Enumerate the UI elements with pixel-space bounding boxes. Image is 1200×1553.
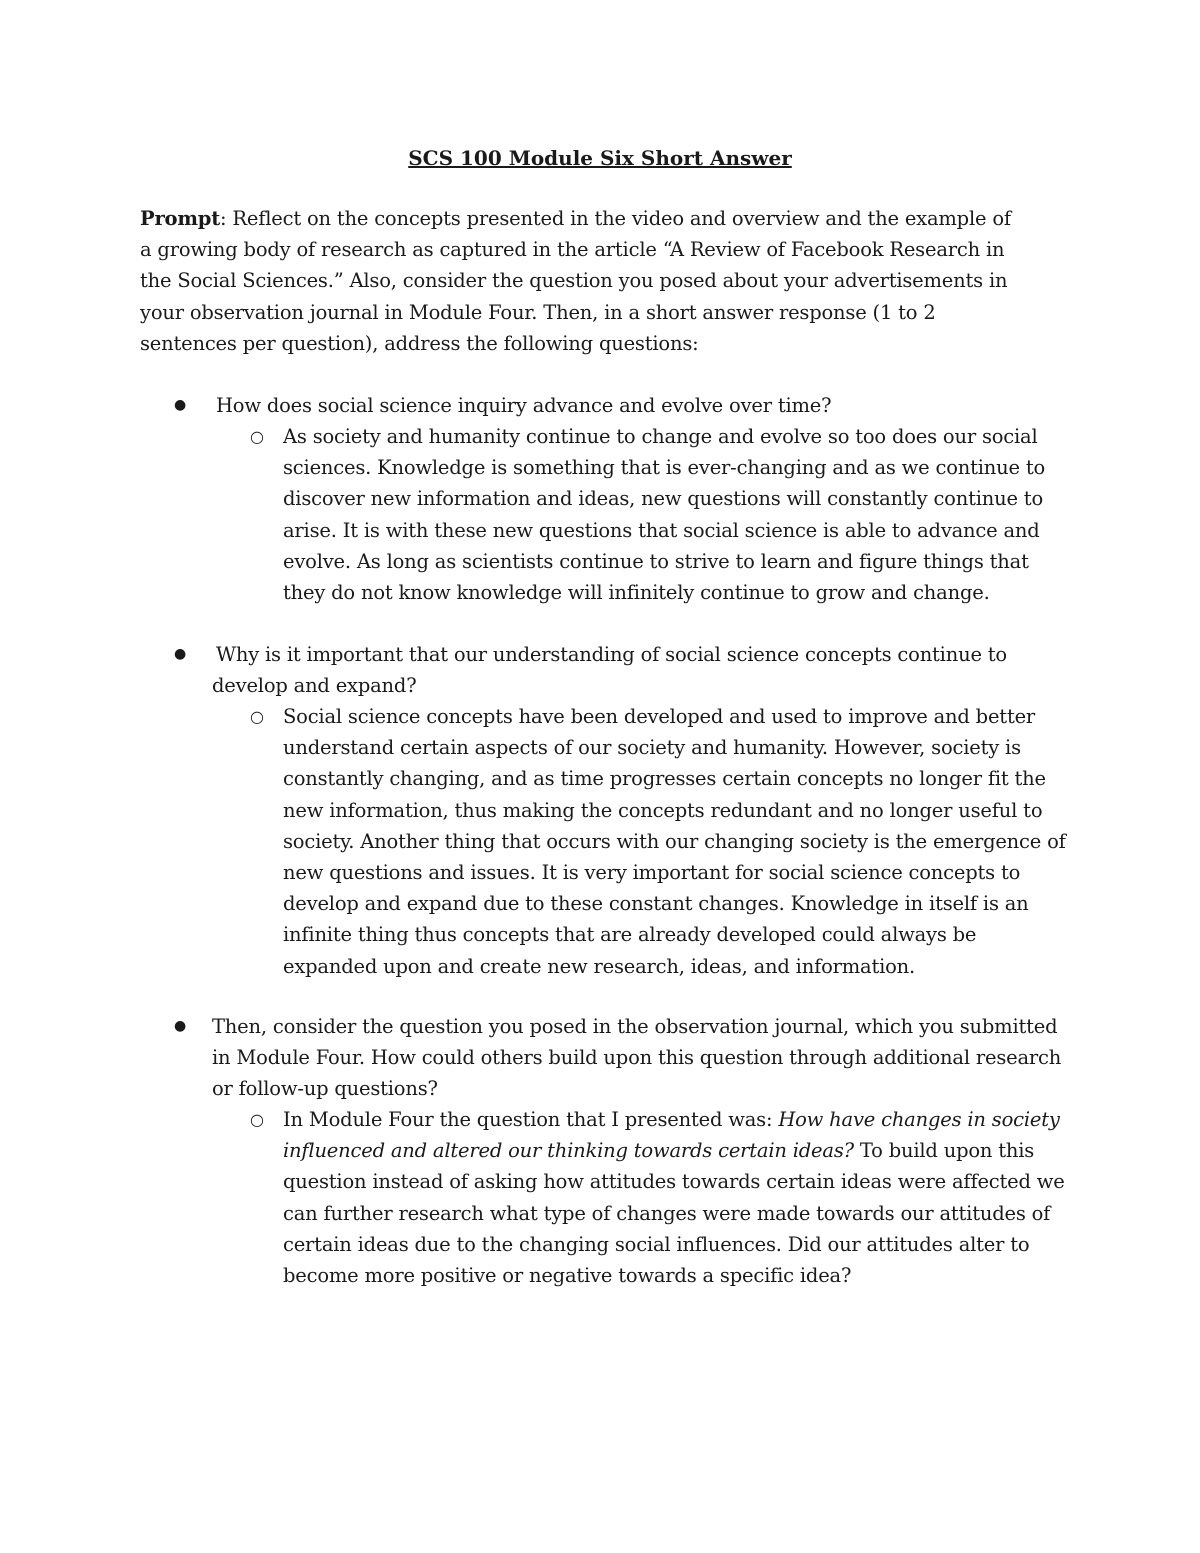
answer-text [283, 1104, 1068, 1291]
question-text: Then, consider the question you posed in the observation journal, which you submitted in Module Four. How could others build upon this question through additional research or follow-up questions? [212, 1015, 1062, 1101]
bullet-disc-icon: ● [174, 646, 187, 662]
answer-text: Social science concepts have been developed and used to improve and better understand certain aspects of our society and humanity. However, society is constantly changing, and as time progresses certain concepts no longer fit the new information, thus making the concepts redundant and no longer useful to society. Another thing that occurs with our changing society is the emergence of new questions and issues. It is very important for social science concepts to develop and expand due to these constant changes. Knowledge in itself is an infinite thing thus concepts that are already developed could always be expanded upon and create new research, ideas, and information. [283, 705, 1066, 978]
question-text-content: Why is it important that our understanding of social science concepts continue to develop and expand? [212, 643, 1007, 698]
bullet-circle-icon: ○ [250, 1110, 264, 1129]
prompt-label: Prompt [140, 207, 221, 230]
prompt-paragraph [140, 203, 1020, 359]
answer-text: As society and humanity continue to change and evolve so too does our social sciences. Knowledge is something that is ever-changing and as we continue to discover new information and ideas, new questions will constantly continue to arise. It is with these new questions that social science is able to advance and evolve. As long as scientists continue to strive to learn and figure things that they do not know knowledge will infinitely continue to grow and change. [283, 425, 1046, 605]
bullet-circle-icon: ○ [250, 707, 264, 726]
bullet-disc-icon: ● [174, 1018, 187, 1034]
prompt-text: : Reflect on the concepts presented in the video and overview and the example of a growing body of research as captured in the article “A Review of Facebook Research in the Social Sciences.” Also, consider the question you posed about your advertisements in your observation journal in Module Four. Then, in a short answer response (1 to 2 sentences per question), address the following questions: [140, 207, 1011, 355]
bullet-disc-icon: ● [174, 397, 187, 413]
answer-intro: In Module Four the question that I presented was: [283, 1108, 779, 1131]
answer-italic-question: How have changes in society influenced and altered our thinking towards certain ideas? [283, 1108, 1060, 1163]
bullet-circle-icon: ○ [250, 427, 264, 446]
answer-rest: To build upon this question instead of asking how attitudes towards certain ideas were affected we can further research what type of changes were made towards our attitudes of certain ideas due to the changing social influences. Did our attitudes alter to become more positive or negative towards a specific idea? [283, 1139, 1065, 1288]
question-text [212, 639, 1072, 701]
document-title: SCS 100 Module Six Short Answer [408, 146, 792, 170]
question-text: How does social science inquiry advance and evolve over time? [216, 394, 832, 417]
